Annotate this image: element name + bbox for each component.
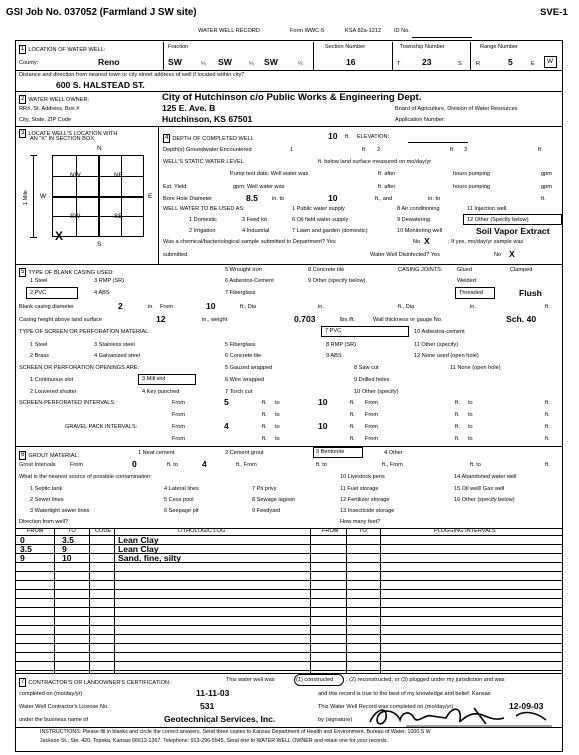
contamination-option[interactable]: 16 Other (specify below) [454,497,515,503]
to-label: to [468,400,473,406]
bore-to-value[interactable]: 10 [328,193,338,203]
casing-height-label: Casing height above land surface [19,317,103,323]
city-label: City, State, ZIP Code [19,117,72,123]
constructed-circle [294,674,344,686]
contamination-option[interactable]: 2 Sewer lines [30,497,64,503]
section-7-title [19,678,171,687]
section-2-number: 2 [21,96,25,102]
gravel-pack-label: GRAVEL PACK INTERVALS: [65,424,138,430]
fraction-label: Fraction [168,44,189,50]
weight-label: in., weight [202,317,228,323]
depth-value[interactable]: 10 [328,131,338,141]
log-row-line [15,625,563,626]
use-option[interactable]: 7 Lawn and garden (domestic) [292,228,368,234]
log-description-cell[interactable]: Lean Clay [118,535,159,545]
submitted-label: submitted [163,252,188,258]
county-label: County: [19,60,39,66]
ft-label: ft. [350,400,355,406]
record-title: WATER WELL RECORD [198,28,260,34]
pump-test-label: Pump test data: Well water was [230,171,309,177]
quadrant-ne: NE [114,172,123,179]
ft-label: ft. [262,412,267,418]
use-option[interactable]: 9 Dewatering [397,217,430,223]
contamination-option[interactable]: 11 Fuel storage [340,486,379,492]
range-r: R [476,61,481,67]
certification-text: This water well was [226,677,275,683]
certification-label: CONTRACTOR'S OR LANDOWNER'S CERTIFICATION: [28,679,171,686]
gw-3: 3 [464,147,468,153]
groundwater-label: Depth(s) Groundwater Encountered [163,147,252,153]
casing-selected: 2 PVC [30,290,47,296]
quadrant-se: SE [114,213,123,220]
from-label: From [172,412,186,418]
fraction-2[interactable]: SW [218,57,232,67]
log-to-cell[interactable]: 9 [62,544,67,554]
log-row-line [15,589,563,590]
in-label: in. [470,304,476,310]
board-label: Board of Agriculture, Division of Water Resources [395,106,518,112]
quadrant-sw: SW [70,213,81,220]
blank-diameter-value[interactable]: 2 [118,301,123,311]
grout-from-value[interactable]: 0 [132,459,137,469]
casing-height-value[interactable]: 12 [156,314,166,324]
dia-label: ft., Dia [398,304,415,310]
weight-value[interactable]: 0.703 [294,314,316,324]
instructions-line-1: INSTRUCTIONS: Please fill in blanks and circle the correct answers. Send three copies to Kansas Department of Health and Environment, Bureau of Water, 1000 S W [40,729,431,735]
west-label: W [40,193,47,200]
ft-label: ft. [345,134,350,140]
mile-scale [33,155,34,237]
section-5-number: 5 [21,269,25,275]
casing-label: TYPE OF BLANK CASING USED: [28,269,114,276]
from-label: From [365,436,379,442]
use-option[interactable]: 6 Oil field water supply [292,217,349,223]
grout-option[interactable]: 4 Other [384,450,403,456]
ksa-reference: KSA 82a-1212 [345,28,382,34]
openings-option[interactable]: 2 Louvered shutter [30,389,77,395]
log-row-line [15,670,563,671]
contamination-option[interactable]: 14 Abandoned water well [454,474,517,480]
log-from-cell[interactable]: 0 [20,535,25,545]
county-value[interactable]: Reno [98,57,120,67]
record-completed-label: This Water Well Record was completed on (mo/day/yr) [318,704,454,710]
address-label: RR#, St. Address, Box # [19,106,80,112]
from-label: From [365,424,379,430]
contamination-option[interactable]: 9 Feedyard [252,508,281,514]
completed-value[interactable]: 11-11-03 [196,688,230,698]
in-label: in. [148,304,154,310]
screen-option[interactable]: 8 RMP (SR) [326,342,357,348]
contamination-option[interactable]: 3 Watertight sewer lines [30,508,90,514]
openings-option[interactable]: 11 None (open hole) [450,365,501,371]
city-value[interactable]: Hutchinson, KS 67501 [162,114,253,124]
perforated-to-value[interactable]: 10 [318,397,328,407]
wall-thickness-label: Wall thickness or gauge No. [373,317,443,323]
blank-diameter-label: Blank casing diameter [19,304,75,310]
business-label: under the business name of [19,717,89,723]
fraction-1[interactable]: SW [168,57,182,67]
log-row-line [15,580,563,581]
screen-option[interactable]: 2 Brass [30,353,49,359]
in-to-label: in. to [428,196,441,202]
log-header-lithologic: LITHOLOGIC LOG [178,528,226,534]
casing-option[interactable]: 1 Steel [30,278,48,284]
gw-1: 1 [290,147,294,153]
blank-to-value[interactable]: 10 [206,301,216,311]
elevation-label: ELEVATION: [357,134,390,140]
screen-option[interactable]: 9 ABS [326,353,342,359]
lbs-label: lbs./ft. [340,317,355,323]
from-label: From [365,400,379,406]
contamination-option[interactable]: 15 Oil well/ Gas well [454,486,505,492]
contamination-option[interactable]: 10 Livestock pens [340,474,385,480]
plug-header-intervals: PLUGGING INTERVALS [434,528,496,534]
township-number-label: Township Number [400,44,445,50]
locate-title-2: AN "X" IN SECTION BOX: [30,136,96,142]
signature [366,702,556,730]
section-grid[interactable] [52,155,144,237]
joints-label: CASING JOINTS: [398,267,443,273]
north-label: N [97,145,102,152]
ft-label: ft. [545,436,550,442]
gravel-from-value[interactable]: 4 [224,421,229,431]
section-4-number: 4 [165,135,169,141]
use-option[interactable]: 10 Monitoring well [397,228,443,234]
joint-clamped[interactable]: Clamped [510,267,533,273]
ft-label: ft. [450,147,455,153]
in-label: in. [318,304,324,310]
distance-label: Distance and direction from nearest town or city street address of well if located within city? [19,72,245,78]
screen-option[interactable]: 6 Concrete tile [225,353,262,359]
openings-option[interactable]: 10 Other (specify) [354,389,399,395]
screen-option[interactable]: 5 Fiberglass [225,342,256,348]
east-label: E [148,193,153,200]
perforated-intervals-label: SCREEN-PERFORATED INTERVALS: [19,400,116,406]
ft-to-label: ft. to [316,462,327,468]
business-value[interactable]: Geotechnical Services, Inc. [164,714,276,724]
form-code: SVE-1 [540,7,568,18]
id-number-field[interactable] [412,37,472,38]
range-value[interactable]: 5 [508,57,513,67]
casing-option[interactable]: 7 Fiberglass [225,290,256,296]
locate-title-1: LOCATE WELL'S LOCATION WITH [28,130,118,137]
quadrant-nw: NW [70,172,81,179]
log-description-cell[interactable]: Lean Clay [118,544,159,554]
section-1-number: 1 [21,46,25,52]
openings-option[interactable]: 1 Continuous slot [30,377,74,383]
ft-label: ft. [455,412,460,418]
section-5-title [19,268,114,277]
contamination-option[interactable]: 8 Sewage lagoon [252,497,296,503]
use-label: WELL WATER TO BE USED AS: [163,206,245,212]
use-other-value[interactable]: Soil Vapor Extract [476,226,550,236]
ft-from-label: ft., From [382,462,403,468]
disinfected-no-label: No [494,252,502,258]
openings-label: SCREEN OR PERFORATION OPENINGS ARE: [19,365,140,371]
ft-label: ft. [455,424,460,430]
section-3-number: 3 [21,130,25,136]
log-header-code: CODE [95,528,112,534]
openings-selected: 3 Mill slot [142,376,166,382]
joint-glued[interactable]: Glued [457,267,472,273]
contamination-option[interactable]: 6 Seepage pit [164,508,199,514]
section-6-title [19,451,79,460]
log-row-line [15,544,563,545]
chem-no-label: No [413,239,421,245]
log-from-cell[interactable]: 3.5 [20,544,32,554]
screen-material-label: TYPE OF SCREEN OR PERFORATION MATERIAL: [19,329,150,335]
range-e: E [531,61,535,67]
use-option[interactable]: 1 Domestic [189,217,217,223]
address-value[interactable]: 600 S. HALSTEAD ST. [56,80,145,90]
joint-flush-value[interactable]: Flush [519,288,542,298]
location-label: LOCATION OF WATER WELL: [28,46,106,53]
log-header-to: TO [68,528,76,534]
quarter-symbol: ¼ [249,61,254,67]
ft-label: ft. [362,147,367,153]
ft-label: ft. [545,304,550,310]
plug-header-to: TO [359,528,367,534]
street-value[interactable]: 125 E. Ave. B [162,103,216,113]
gw-2: 2 [377,147,381,153]
true-record-text: and this record is true to the best of my knowledge and belief. Kansas [318,691,491,697]
casing-option[interactable]: 6 Asbestos-Cement [225,278,274,284]
form-number: Form WWC-5 [290,28,325,34]
ft-label: ft. [545,412,550,418]
joint-threaded: Threaded [459,290,483,296]
grout-label: GROUT MATERIAL: [28,452,80,459]
chem-yes-label: ; If yes, mo/day/yr sample was [448,239,524,245]
dia-label: ft., Dia [240,304,257,310]
contamination-option[interactable]: 1 Septic tank [30,486,63,492]
openings-option[interactable]: 6 Wire wrapped [225,377,265,383]
feet-label: How many feet? [340,519,381,525]
openings-option[interactable]: 5 Gauzed wrapped [225,365,273,371]
contamination-option[interactable]: 5 Cess pool [164,497,194,503]
ft-label: ft. [350,436,355,442]
log-to-cell[interactable]: 3.5 [62,535,74,545]
in-to-label: in. to [272,196,285,202]
to-label: to [468,436,473,442]
to-label: to [275,436,280,442]
owner-label: WATER WELL OWNER: [28,96,90,103]
section-4-title [163,134,254,143]
screen-option[interactable]: 1 Steel [30,342,48,348]
use-option[interactable]: 8 Air conditioning [397,206,440,212]
ft-label: ft. [262,424,267,430]
use-option-other: 12 Other (Specify below) [467,217,529,223]
grout-selected: 3 Bentonite [316,449,345,455]
quarter-symbol: ¼ [201,61,206,67]
use-option[interactable]: 2 Irrigation [189,228,216,234]
casing-option[interactable]: 8 Concrete tile [308,267,345,273]
ft-label: ft. [538,147,543,153]
direction-label: Direction from well? [19,519,69,525]
fraction-3[interactable]: SW [264,57,278,67]
to-label: to [275,424,280,430]
log-description-cell[interactable]: Sand, fine, silty [118,553,182,563]
grout-to-value[interactable]: 4 [202,459,207,469]
screen-option[interactable]: 11 Other (specify) [414,342,459,348]
hours-pumping-label: hours pumping [453,171,491,177]
log-row-line [15,634,563,635]
log-row-line [15,643,563,644]
ft-label: ft. [545,462,550,468]
south-label: S [97,241,102,248]
openings-option[interactable]: 4 Key punched [142,389,180,395]
quarter-symbol: ¼ [298,61,303,67]
ft-label: ft. [262,436,267,442]
contamination-option[interactable]: 4 Lateral lines [164,486,199,492]
certification-text-2: , (2) reconstructed, or (3) plugged under my jurisdiction and was [346,677,505,683]
use-option[interactable]: 1 Public water supply [292,206,345,212]
log-row-line [15,652,563,653]
section-2-title [19,95,89,104]
depth-label: DEPTH OF COMPLETED WELL [172,135,254,142]
record-completed-value[interactable]: 12-09-03 [509,701,544,711]
screen-option[interactable]: 10 Asbestos-cement [414,329,465,335]
disinfected-label: Water Well Disinfected? Yes [370,252,440,258]
ft-and-label: ft., and [375,196,393,202]
ft-label: ft. [545,400,550,406]
from-label: From [70,462,84,468]
bore-label: Bore Hole Diameter [163,196,213,202]
from-label: From [172,400,186,406]
chem-no-mark[interactable]: X [424,236,430,246]
hours-pumping-label: hours pumping [453,184,491,190]
grout-option[interactable]: 1 Neat cement [138,450,175,456]
township-s: S [458,61,462,67]
log-row-line [15,616,563,617]
range-w-selected: W [547,58,554,65]
yield-gpm-label: gpm: Well water was [233,184,285,190]
use-option[interactable]: 3 Feed lot [242,217,267,223]
elevation-field[interactable] [408,142,468,143]
ft-label: ft. [350,412,355,418]
one-mile-label: 1 Mile [23,190,29,205]
signature-label: by (signature) [318,717,353,723]
to-label: to [275,412,280,418]
township-t: T [397,61,401,67]
section-1-title [19,45,105,54]
license-value[interactable]: 531 [200,701,215,711]
ft-label: ft. [545,424,550,430]
log-row-line [15,562,563,563]
ft-from-label: ft., From [236,462,257,468]
use-option[interactable]: 11 Injection well [467,206,507,212]
from-label: From [172,436,186,442]
location-x-mark: X [55,229,64,243]
license-label: Water Well Contractor's License No. [19,704,109,710]
to-label: to [275,400,280,406]
gravel-to-value[interactable]: 10 [318,421,328,431]
contamination-label: What is the nearest source of possible contamination: [19,474,152,480]
log-from-cell[interactable]: 9 [20,553,25,563]
completed-label: completed on (mo/day/yr) [19,691,83,697]
screen-option[interactable]: 12 None used (open hole) [414,353,479,359]
log-row-line [15,661,563,662]
section-7-number: 7 [21,679,25,685]
to-label: to [468,412,473,418]
section-6-number: 6 [21,452,25,458]
disinfected-no-mark[interactable]: X [509,249,515,259]
contamination-option[interactable]: 13 Insecticide storage [340,508,395,514]
screen-option[interactable]: 3 Stainless steel [94,342,135,348]
casing-option[interactable]: 4 ABS [94,290,110,296]
ft-label: ft. [455,400,460,406]
gpm-label: gpm [541,171,552,177]
openings-option[interactable]: 7 Torch cut [225,389,253,395]
ft-after-label: ft. after [378,184,396,190]
contamination-option[interactable]: 12 Fertilizer storage [340,497,390,503]
to-label: to [468,424,473,430]
township-value[interactable]: 23 [422,57,432,67]
yield-label: Est. Yield [163,184,187,190]
to-label: From [160,304,174,310]
id-number-label: ID No. [394,28,410,34]
casing-option[interactable]: 9 Other (specify below) [308,278,366,284]
log-row-line [15,607,563,608]
log-row-line [15,598,563,599]
ft-to-label: ft. to [167,462,178,468]
openings-option[interactable]: 8 Saw cut [354,365,379,371]
bore-value[interactable]: 8.5 [246,193,258,203]
static-level-text: ft. below land surface measured on mo/day/yr [318,159,432,165]
screen-selected: 7 PVC [325,328,342,334]
use-option[interactable]: 4 Industrial [242,228,270,234]
casing-option[interactable]: 3 RMP (SR) [94,278,125,284]
plug-header-from: FROM [322,528,339,534]
application-number-label: Application Number: [395,117,446,123]
joint-welded[interactable]: Welded [457,278,476,284]
log-row-line [15,571,563,572]
ft-label: ft. [455,436,460,442]
contamination-option[interactable]: 7 Pit privy [252,486,277,492]
instructions-line-2: Jackson St., Ste. 420, Topeka, Kansas 66612-1367. Telephone: 913-296-5545. Send one to WATER WELL OWNER and retain one for your records. [40,738,388,744]
log-row-line [15,553,563,554]
gpm-label: gpm [541,184,552,190]
from-label: From [365,412,379,418]
ft-after-label: ft. after [378,171,396,177]
ft-to-label: ft. to [470,462,481,468]
ft-label: ft. [350,424,355,430]
section-number-value[interactable]: 16 [346,57,356,67]
log-header-from: FROM [27,528,44,534]
certification-selected[interactable]: (1) constructed [296,677,334,683]
screen-option[interactable]: 4 Galvanized steel [94,353,141,359]
static-level-label: WELL'S STATIC WATER LEVEL [163,159,244,165]
grout-intervals-label: Grout Intervals [19,462,56,468]
range-number-label: Range Number [480,44,518,50]
casing-option[interactable]: 5 Wrought Iron [225,267,262,273]
openings-option[interactable]: 9 Drilled holes [354,377,390,383]
log-to-cell[interactable]: 10 [62,553,72,563]
wall-thickness-value[interactable]: Sch. 40 [506,314,537,324]
ft-label: ft. [541,196,546,202]
perforated-from-value[interactable]: 5 [224,397,229,407]
from-label: From [172,424,186,430]
section-number-label: Section Number [325,44,366,50]
chem-sample-label: Was a chemical/bacteriological sample submitted to Department? Yes [163,239,336,245]
job-title: GSI Job No. 037052 (Farmland J SW site) [6,7,197,18]
ft-label: ft. [262,400,267,406]
owner-value[interactable]: City of Hutchinson c/o Public Works & Engineering Dept. [162,92,422,103]
grout-option[interactable]: 2 Cement grout [225,450,264,456]
